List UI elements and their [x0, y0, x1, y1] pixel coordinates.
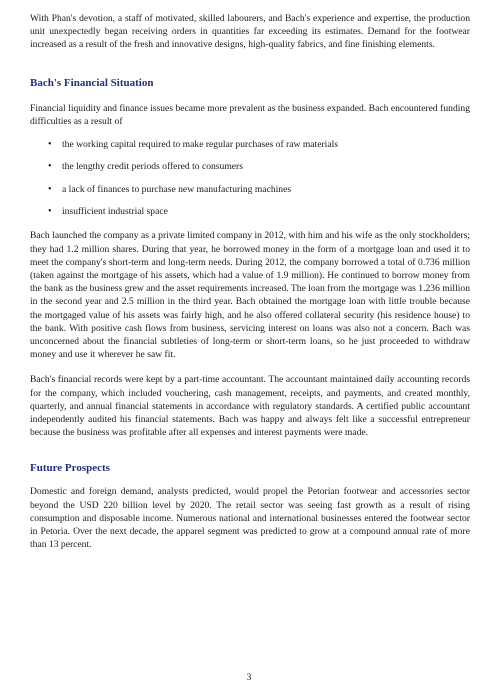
list-item [30, 138, 470, 151]
bullet-icon: • [48, 183, 52, 195]
funding-difficulties-list [30, 138, 470, 218]
financial-situation-heading: Bach's Financial Situation [30, 76, 154, 89]
bullet-icon: • [48, 139, 52, 151]
bullet-icon: • [48, 161, 52, 173]
company-launch-paragraph: Bach launched the company as a private limited company in 2012, with him and his wife as the only stockholders; they had 1.2 million shares. During that year, he borrowed money in the form of a mortgage loan and used it to meet the company's short-term and long-term needs. During 2012, the company borrowed a total of 0.736 million (taken against the mortgage of his assets, which had a value of 1.9 million). He continued to borrow money from the bank as the business grew and the asset requirements increased. The loan from the mortgage was 1.236 million in the second year and 2.5 million in the third year. Bach obtained the mortgage loan with little trouble because the mortgaged value of his assets was fairly high, and he also offered collateral security (his residence house) to the bank. With positive cash flows from business, servicing interest on loans was also not a concern. Bach was unconcerned about the financial subtleties of long-term or short-term loans, so he just proceeded to withdraw money and use it wherever he saw fit. [30, 230, 470, 361]
list-item-text: the working capital required to make regular purchases of raw materials [62, 139, 338, 151]
list-item-text: the lengthy credit periods offered to consumers [62, 161, 243, 173]
page-number: 3 [246, 672, 252, 683]
list-item [30, 160, 470, 173]
intro-paragraph: With Phan's devotion, a staff of motivated, skilled labourers, and Bach's experience and expertise, the production unit unexpectedly began receiving orders in quantities far exceeding its estimates. Demand for the footwear increased as a result of the fresh and innovative designs, high-quality fabrics, and fine finishing elements. [30, 13, 470, 51]
future-prospects-paragraph: Domestic and foreign demand, analysts predicted, would propel the Petorian footwear and accessories sector beyond the USD 220 billion level by 2020. The retail sector was seeing fast growth as a result of rising consumption and disposable income. Numerous national and international businesses entered the footwear sector in Petoria. Over the next decade, the apparel segment was predicted to grow at a compound annual rate of more than 13 percent. [30, 486, 470, 551]
list-item-text: a lack of finances to purchase new manufacturing machines [62, 183, 292, 195]
future-prospects-heading: Future Prospects [30, 462, 110, 475]
document-page [30, 12, 470, 551]
bullet-icon: • [48, 206, 52, 218]
financial-records-paragraph: Bach's financial records were kept by a part-time accountant. The accountant maintained daily accounting records for the company, which included vouchering, cash management, receipts, and payments, and created monthly, quarterly, and annual financial statements in accordance with regulatory standards. A certified public accountant independently audited his financial statements. Bach was happy and always felt like a successful entrepreneur because the business was profitable after all expenses and interest payments were made. [30, 374, 470, 439]
list-item [30, 183, 470, 196]
list-item [30, 205, 470, 218]
list-item-text: insufficient industrial space [62, 206, 168, 218]
financial-intro-paragraph: Financial liquidity and finance issues became more prevalent as the business expanded. Bach encountered funding difficulties as a result of [30, 102, 470, 127]
